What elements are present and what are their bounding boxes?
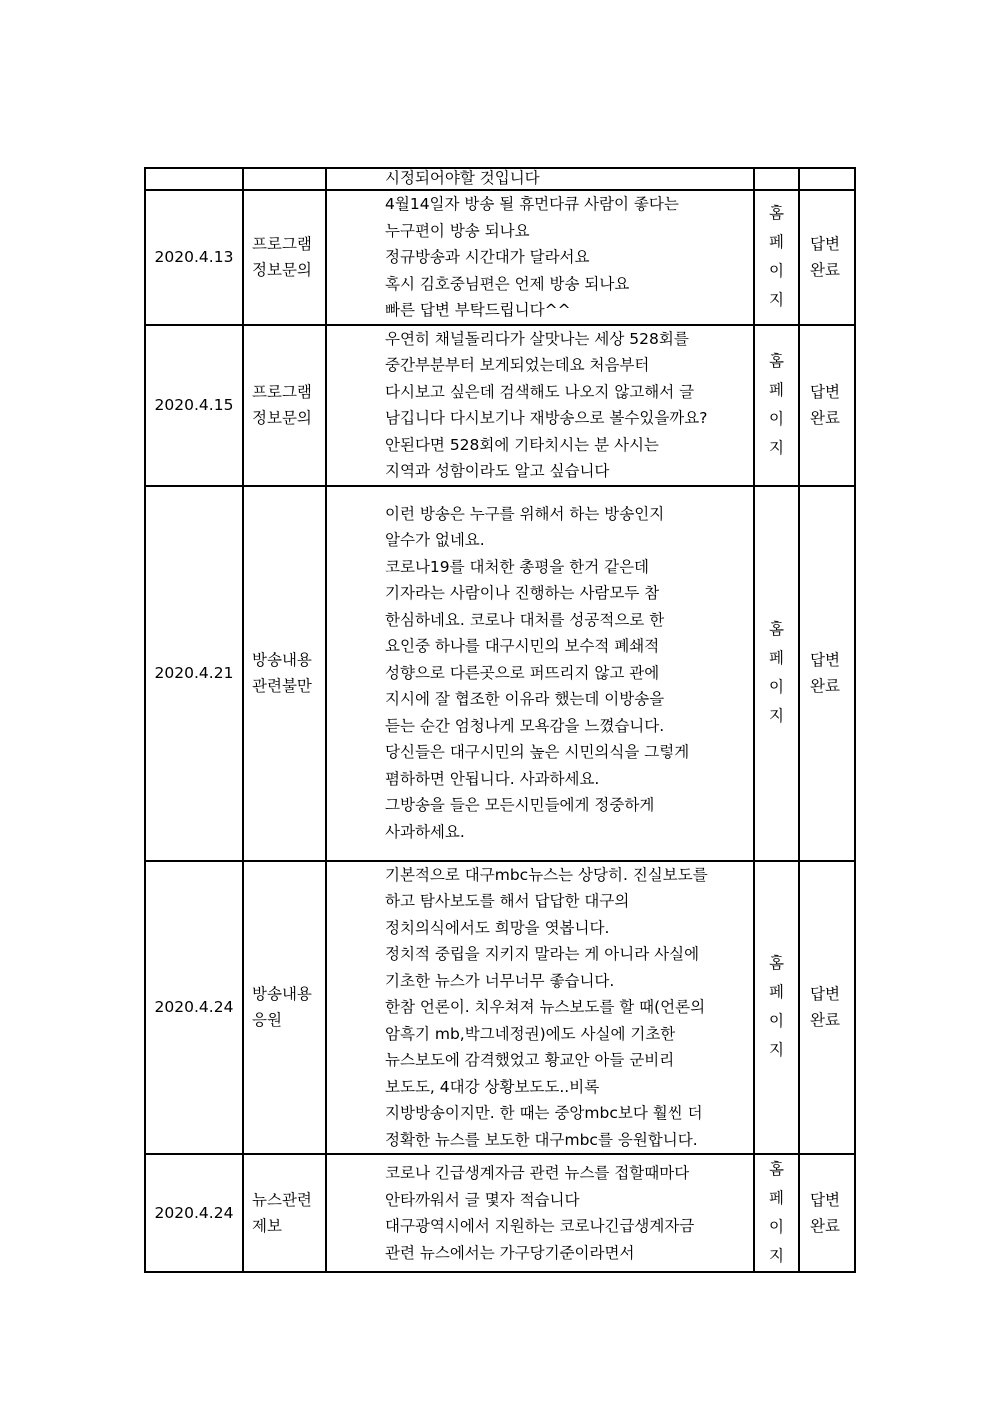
- date-cell: 2020.4.24: [145, 861, 243, 1155]
- date-cell: 2020.4.21: [145, 486, 243, 861]
- text-line: 한심하네요. 코로나 대처를 성공적으로 한: [385, 610, 665, 629]
- text-line: 빠른 답변 부탁드립니다^^: [385, 301, 571, 319]
- text-line: 지: [769, 1041, 784, 1060]
- text-line: 지시에 잘 협조한 이유라 했는데 이방송을: [385, 690, 665, 709]
- channel-cell: [754, 861, 799, 1155]
- text-line: 답변: [810, 383, 840, 401]
- status-cell: [799, 325, 855, 486]
- text-line: 기자라는 사람이나 진행하는 사람모두 참: [385, 584, 660, 603]
- text-line: 사과하세요.: [385, 822, 465, 841]
- text-line: 방송내용: [252, 651, 312, 669]
- text-line: 이: [769, 262, 784, 281]
- text-line: 정확한 뉴스를 보도한 대구mbc를 응원합니다.: [385, 1130, 698, 1149]
- text-line: 알수가 없네요.: [385, 531, 485, 550]
- text-line: 누구편이 방송 되나요: [385, 221, 530, 240]
- text-line: 방송내용: [252, 985, 312, 1004]
- text-line: 암흑기 mb,박그네정권)에도 사실에 기초한: [385, 1024, 676, 1043]
- text-line: 정치적 중립을 지키지 말라는 게 아니라 사실에: [385, 945, 700, 963]
- text-line: 뉴스관련: [252, 1191, 312, 1209]
- text-line: 정치의식에서도 희망을 엿봅니다.: [385, 918, 610, 937]
- table-row: [145, 190, 855, 325]
- text-line: 폄하하면 안됩니다. 사과하세요.: [385, 769, 600, 788]
- text-line: 다시보고 싶은데 검색해도 나오지 않고해서 글: [385, 382, 695, 401]
- table-row: [145, 861, 855, 1155]
- channel-cell: [754, 168, 799, 190]
- text-line: 지: [769, 1247, 784, 1265]
- text-line: 지: [769, 439, 784, 457]
- table-body: [145, 168, 855, 1272]
- text-line: 홈: [769, 352, 784, 370]
- text-line: 관련불만: [252, 677, 312, 695]
- date-cell: 2020.4.15: [145, 325, 243, 486]
- text-line: 정보문의: [252, 409, 312, 427]
- text-line: 당신들은 대구시민의 높은 시민의식을 그렇게: [385, 743, 690, 762]
- text-line: 한참 언론이. 치우쳐져 뉴스보도를 할 때(언론의: [385, 998, 706, 1016]
- text-line: 대구광역시에서 지원하는 코로나긴급생계자금: [385, 1217, 695, 1235]
- text-line: 지: [769, 707, 784, 725]
- text-line: 정규방송과 시간대가 달라서요: [385, 248, 590, 266]
- text-line: 듣는 순간 엄청나게 모욕감을 느꼈습니다.: [385, 716, 665, 735]
- text-line: 하고 탐사보도를 해서 답답한 대구의: [385, 892, 630, 910]
- category-cell: [243, 1154, 326, 1272]
- text-line: 답변: [810, 651, 840, 669]
- text-line: 뉴스보도에 감격했었고 황교안 아들 군비리: [385, 1051, 675, 1069]
- text-line: 페: [769, 381, 784, 399]
- content-cell: [326, 1154, 754, 1272]
- text-line: 혹시 김호중님편은 언제 방송 되나요: [385, 274, 630, 293]
- status-cell: [799, 190, 855, 325]
- text-line: 이런 방송은 누구를 위해서 하는 방송인지: [385, 504, 665, 523]
- text-line: 답변: [810, 985, 840, 1004]
- text-line: 우연히 채널돌리다가 살맛나는 세상 528회를: [385, 329, 689, 348]
- date-cell: 2020.4.13: [145, 190, 243, 325]
- text-line: 완료: [810, 261, 840, 280]
- text-line: 안된다면 528회에 기타치시는 분 사시는: [385, 435, 659, 454]
- text-line: 그방송을 들은 모든시민들에게 정중하게: [385, 796, 655, 815]
- text-line: 프로그램: [252, 383, 312, 401]
- content-cell: [326, 325, 754, 486]
- text-line: 페: [769, 1189, 784, 1207]
- text-line: 이: [769, 1012, 784, 1031]
- text-line: 남깁니다 다시보기나 재방송으로 볼수있을까요?: [385, 409, 708, 427]
- text-line: 홈: [769, 204, 784, 223]
- status-cell: [799, 168, 855, 190]
- text-line: 성향으로 다른곳으로 퍼뜨리지 않고 관에: [385, 663, 660, 682]
- channel-cell: [754, 1154, 799, 1272]
- channel-cell: [754, 325, 799, 486]
- date-cell: [145, 168, 243, 190]
- text-line: 페: [769, 649, 784, 667]
- text-line: 완료: [810, 409, 840, 427]
- text-line: 지: [769, 291, 784, 310]
- status-cell: [799, 486, 855, 861]
- table-row: [145, 1154, 855, 1272]
- text-line: 제보: [252, 1217, 282, 1235]
- content-cell: [326, 861, 754, 1155]
- table-row: [145, 168, 855, 190]
- content-cell: [326, 190, 754, 325]
- text-line: 답변: [810, 235, 840, 254]
- text-line: 이: [769, 678, 784, 696]
- table-row: [145, 325, 855, 486]
- text-line: 요인중 하나를 대구시민의 보수적 폐쇄적: [385, 637, 660, 656]
- text-line: 기초한 뉴스가 너무너무 좋습니다.: [385, 971, 615, 990]
- text-line: 홈: [769, 620, 784, 638]
- category-cell: [243, 325, 326, 486]
- text-line: 지역과 성함이라도 알고 싶습니다: [385, 462, 610, 480]
- text-line: 기본적으로 대구mbc뉴스는 상당히. 진실보도를: [385, 865, 708, 884]
- category-cell: [243, 190, 326, 325]
- text-line: 프로그램: [252, 235, 312, 254]
- text-line: 보도도, 4대강 상황보도도..비록: [385, 1077, 600, 1096]
- content-cell: [326, 168, 754, 190]
- channel-cell: [754, 190, 799, 325]
- text-line: 페: [769, 233, 784, 252]
- status-cell: [799, 1154, 855, 1272]
- text-line: 응원: [252, 1011, 282, 1030]
- text-line: 코로나19를 대처한 총평을 한거 같은데: [385, 557, 650, 576]
- text-line: 홈: [769, 1160, 784, 1178]
- text-line: 이: [769, 1218, 784, 1236]
- table-row: [145, 486, 855, 861]
- text-line: 안타까워서 글 몇자 적습니다: [385, 1190, 580, 1209]
- category-cell: [243, 861, 326, 1155]
- text-line: 지방방송이지만. 한 때는 중앙mbc보다 훨씬 더: [385, 1104, 703, 1122]
- text-line: 완료: [810, 1217, 840, 1235]
- text-line: 시정되어야할 것입니다: [385, 169, 540, 187]
- status-cell: [799, 861, 855, 1155]
- text-line: 코로나 긴급생계자금 관련 뉴스를 접할때마다: [385, 1164, 690, 1182]
- text-line: 중간부분부터 보게되었는데요 처음부터: [385, 356, 650, 374]
- complaint-log-table: [144, 167, 856, 1273]
- category-cell: [243, 486, 326, 861]
- category-cell: [243, 168, 326, 190]
- text-line: 이: [769, 410, 784, 428]
- text-line: 4월14일자 방송 될 휴먼다큐 사람이 좋다는: [385, 195, 679, 213]
- text-line: 관련 뉴스에서는 가구당기준이라면서: [385, 1243, 635, 1262]
- text-line: 완료: [810, 677, 840, 695]
- channel-cell: [754, 486, 799, 861]
- text-line: 페: [769, 983, 784, 1002]
- text-line: 정보문의: [252, 261, 312, 280]
- content-cell: [326, 486, 754, 861]
- text-line: 홈: [769, 954, 784, 973]
- date-cell: 2020.4.24: [145, 1154, 243, 1272]
- text-line: 완료: [810, 1011, 840, 1030]
- text-line: 답변: [810, 1191, 840, 1209]
